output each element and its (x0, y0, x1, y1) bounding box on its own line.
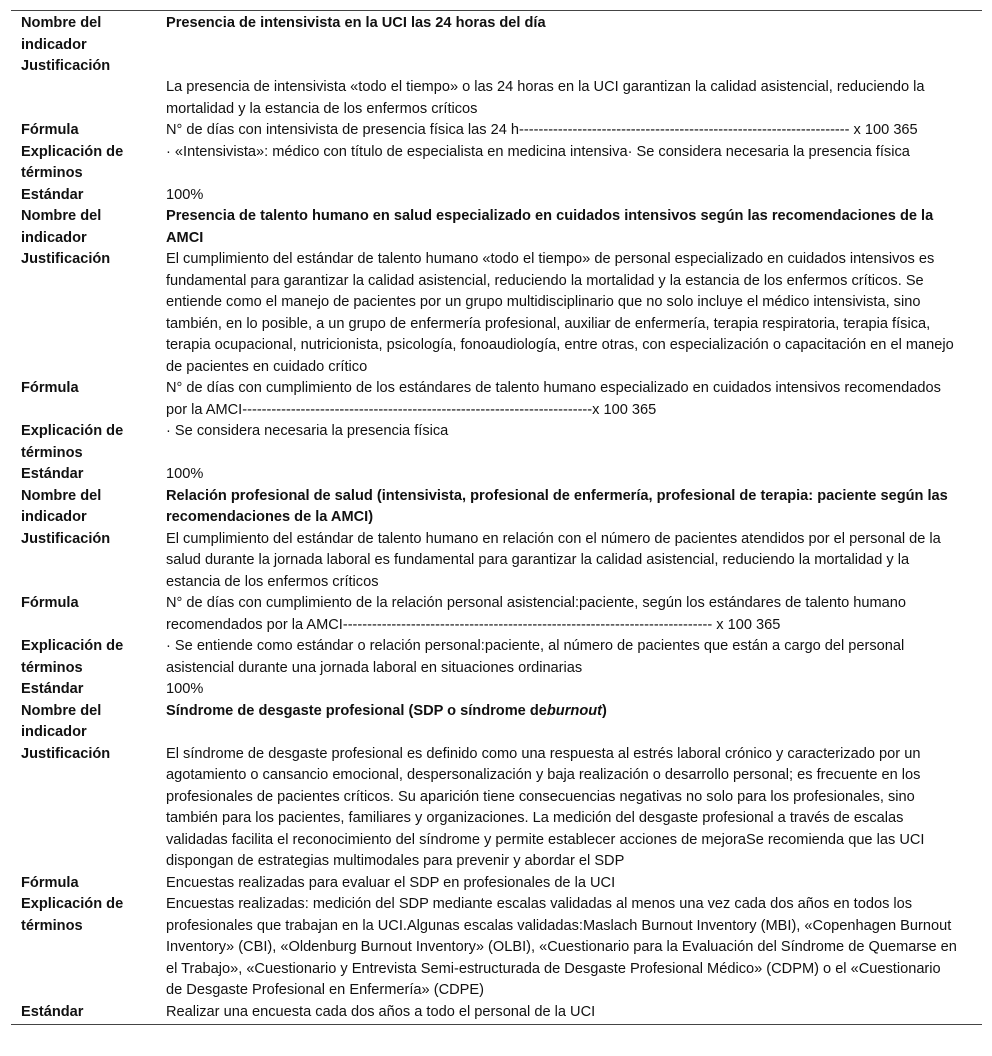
row-value: N° de días con cumplimiento de los estándares de talento humano especializado en cuidados intensivos recomendados por la AMCI------------------------------------------------------------------------x 100 365 (166, 380, 941, 418)
indicator-name-suffix: ) (602, 702, 607, 719)
table-row (11, 873, 982, 895)
row-label: Justificación (21, 251, 111, 267)
row-label: Estándar (21, 466, 84, 482)
table-row (11, 636, 982, 679)
table-row (11, 378, 982, 421)
indicator-name: Presencia de talento humano en salud especializado en cuidados intensivos según las recomendaciones de la AMCI (166, 208, 934, 246)
row-value: N° de días con cumplimiento de la relación personal asistencial:paciente, según los estándares de talento humano recomendados por la AMCI---------------------------------------------------------------------------- x 100 365 (166, 595, 907, 633)
row-label: Explicación de términos (21, 423, 124, 461)
row-label: Nombre del indicador (21, 15, 102, 53)
row-label: Estándar (21, 681, 84, 697)
row-value: El cumplimiento del estándar de talento humano «todo el tiempo» de personal especializado en cuidados intensivos es fundamental para garantizar la calidad asistencial, reduciendo la mortalidad y la estancia de los enfermos críticos. Se entiende como el manejo de pacientes por un grupo multidisciplinario que no solo incluye el médico intensivista, sino también, en lo posible, a un grupo de enfermería profesional, auxiliar de enfermería, terapia respiratoria, terapia física, terapia ocupacional, nutricionista, psicología, fonoaudiología, entre otras, con especialización o capacitación en el manejo de pacientes en cuidado crítico (166, 251, 954, 375)
row-label: Fórmula (21, 595, 79, 611)
table-row (11, 421, 982, 464)
indicators-table-container (11, 10, 982, 1025)
indicator-name: Relación profesional de salud (intensivista, profesional de enfermería, profesional de terapia: paciente según las recomendaciones de la AMCI) (166, 487, 948, 525)
row-label: Explicación de términos (21, 638, 124, 676)
table-row (11, 701, 982, 744)
row-value: El cumplimiento del estándar de talento humano en relación con el número de pacientes atendidos por el personal de la salud durante la jornada laboral es fundamental para garantizar la calidad asistencial, reduciendo la mortalidad y la estancia de los enfermos críticos (166, 530, 941, 590)
row-label: Justificación (21, 58, 111, 74)
table-row (11, 120, 982, 142)
row-value: · Se entiende como estándar o relación personal:paciente, al número de pacientes que están a cargo del personal asistencial durante una jornada laboral en situaciones ordinarias (166, 638, 905, 676)
row-label: Fórmula (21, 380, 79, 396)
table-row (11, 249, 982, 378)
table-row (11, 11, 982, 57)
row-label: Nombre del indicador (21, 208, 102, 246)
row-label: Nombre del indicador (21, 487, 102, 525)
row-value: La presencia de intensivista «todo el tiempo» o las 24 horas en la UCI garantizan la calidad asistencial, reduciendo la mortalidad y la estancia de los enfermos críticos (166, 79, 925, 117)
table-row (11, 679, 982, 701)
table-row (11, 744, 982, 873)
row-value: N° de días con intensivista de presencia física las 24 h-------------------------------------------------------------------- x 100 365 (166, 122, 918, 138)
indicator-name (152, 701, 982, 744)
row-label: Fórmula (21, 874, 79, 891)
table-row (11, 593, 982, 636)
row-value: Encuestas realizadas para evaluar el SDP en profesionales de la UCI (166, 874, 616, 891)
table-row (11, 464, 982, 486)
row-value: Encuestas realizadas: medición del SDP mediante escalas validadas al menos una vez cada dos años en todos los profesionales que trabajan en la UCI.Algunas escalas validadas:Maslach Burnout Inventory (MBI), «Copenhagen Burnout Inventory» (CBI), «Oldenburg Burnout Inventory» (OLBI), «Cuestionario para la Evaluación del Síndrome de Quemarse en el Trabajo», «Cuestionario y Entrevista Semi-estructurada de Desgaste Profesional Médico» (CDPM) o el «Cuestionario de Desgaste Profesional en Enfermería» (CDPE) (166, 896, 957, 998)
table-row (11, 486, 982, 529)
table-row (11, 894, 982, 1002)
table-row (11, 1002, 982, 1025)
row-label: Fórmula (21, 122, 79, 138)
indicator-name-italic: burnout (546, 702, 603, 719)
table-row (11, 529, 982, 594)
table-row (11, 206, 982, 249)
row-label: Explicación de términos (21, 896, 124, 934)
indicator-name: Presencia de intensivista en la UCI las 24 horas del día (166, 15, 546, 31)
row-label: Nombre del indicador (21, 702, 102, 740)
row-label: Justificación (21, 745, 111, 762)
row-value: · Se considera necesaria la presencia física (166, 423, 449, 439)
row-label: Estándar (21, 1003, 84, 1020)
row-value: El síndrome de desgaste profesional es definido como una respuesta al estrés laboral crónico y caracterizado por un agotamiento o cansancio emocional, despersonalización y baja realización o desarrollo personal; es frecuente en los profesionales de pacientes críticos. Su aparición tiene consecuencias negativas no solo para los profesionales, sino también para los pacientes, familiares y organizaciones. La medición del desgaste profesional a través de escalas validadas facilita el reconocimiento del síndrome y permite establecer acciones de mejoraSe recomienda que las UCI dispongan de estrategias multimodales para prevenir y abordar el SDP (166, 745, 925, 869)
table-row (11, 142, 982, 185)
row-label: Justificación (21, 530, 111, 547)
table-row (11, 56, 982, 120)
row-value: · «Intensivista»: médico con título de especialista en medicina intensiva· Se considera necesaria la presencia física (166, 143, 910, 160)
indicators-table (11, 10, 982, 1025)
indicator-name-prefix: Síndrome de desgaste profesional (SDP o síndrome de (166, 702, 547, 719)
row-label: Explicación de términos (21, 143, 124, 181)
row-label: Estándar (21, 186, 84, 203)
row-value: 100% (166, 681, 204, 697)
table-row (11, 185, 982, 207)
row-value: 100% (166, 466, 204, 482)
row-value: Realizar una encuesta cada dos años a todo el personal de la UCI (166, 1003, 596, 1020)
row-value: 100% (166, 186, 204, 203)
